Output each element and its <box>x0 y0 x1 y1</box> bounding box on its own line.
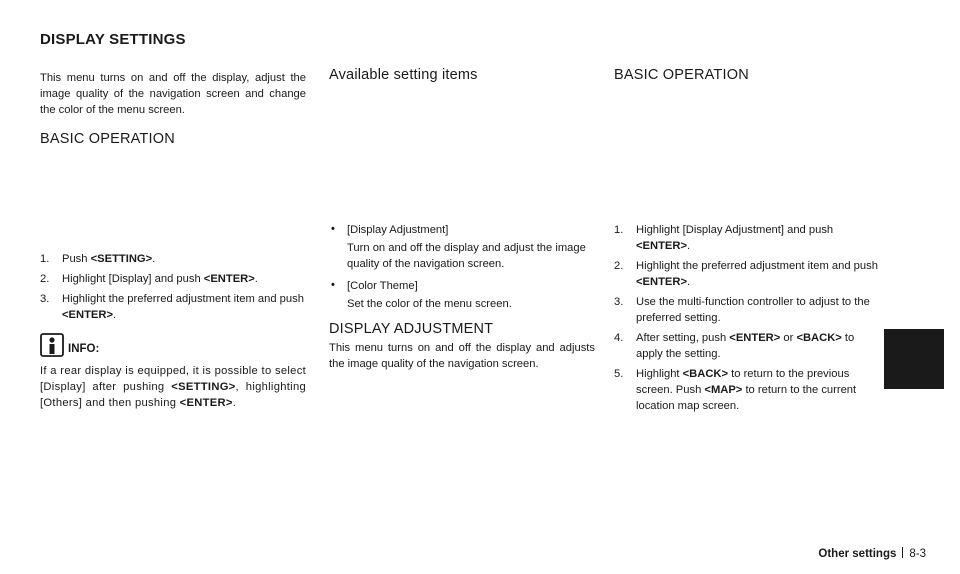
footer-section-name: Other settings <box>818 548 897 560</box>
button-tag: <ENTER> <box>62 309 113 321</box>
button-tag: <ENTER> <box>203 273 255 285</box>
setting-item <box>329 278 595 312</box>
step-text-end: to return to the current location map screen. <box>636 384 857 412</box>
page-title: DISPLAY SETTINGS <box>40 31 186 48</box>
step-text-end: . <box>686 240 691 252</box>
step-item <box>40 291 306 323</box>
info-text-part: . <box>232 397 237 409</box>
step-text-end: to apply the setting. <box>636 332 855 360</box>
step-number: 4. <box>614 332 624 344</box>
image-placeholder-space <box>40 148 306 251</box>
step-text: After setting, push <box>636 332 730 344</box>
step-text: Highlight [Display] and push <box>62 273 204 285</box>
button-tag: <ENTER> <box>636 276 687 288</box>
steps-list-2 <box>614 222 880 414</box>
step-item <box>614 294 880 326</box>
column-middle <box>329 66 595 384</box>
section-heading-basic-operation: BASIC OPERATION <box>40 131 175 147</box>
step-number: 2. <box>40 273 50 285</box>
steps-list <box>40 251 306 323</box>
button-tag: <SETTING> <box>90 253 153 265</box>
section-heading-display-adjustment: DISPLAY ADJUSTMENT <box>329 321 494 337</box>
step-text: Use the multi-function controller to adjust to the preferred setting. <box>636 296 870 324</box>
step-number: 1. <box>40 253 50 265</box>
intro-paragraph: This menu turns on and off the display, adjust the image quality of the navigation screen and change the color of the menu screen. <box>40 72 306 116</box>
button-tag: <ENTER> <box>179 397 233 409</box>
info-text-part: , highlighting [Others] and then pushing <box>40 381 306 409</box>
step-item <box>614 366 880 414</box>
button-tag: <BACK> <box>682 368 729 380</box>
setting-item <box>329 222 595 272</box>
info-text <box>40 363 306 411</box>
button-tag: <ENTER> <box>636 240 687 252</box>
step-number: 3. <box>40 293 50 305</box>
info-header <box>40 333 306 357</box>
bullet-icon: • <box>331 279 335 291</box>
step-item <box>614 222 880 254</box>
footer-divider <box>902 547 903 558</box>
step-text: Highlight <box>636 368 683 380</box>
step-item <box>614 330 880 362</box>
step-text-end: . <box>254 273 258 285</box>
column-right <box>614 66 880 418</box>
section-heading-available-items: Available setting items <box>329 67 478 83</box>
step-item <box>40 271 306 287</box>
button-tag: <ENTER> <box>729 332 781 344</box>
bullet-icon: • <box>331 223 335 235</box>
column-left <box>40 70 306 423</box>
image-placeholder-space <box>329 84 595 222</box>
step-number: 5. <box>614 368 624 380</box>
step-text: Highlight [Display Adjustment] and push <box>636 224 834 236</box>
step-text-mid: to return to the previous screen. Push <box>636 368 850 396</box>
section-heading-basic-operation-2: BASIC OPERATION <box>614 67 749 83</box>
info-text-part: If a rear display is equipped, it is possible to select [Display] after pushing <box>40 365 306 393</box>
step-item <box>40 251 306 267</box>
step-text-end: . <box>112 309 117 321</box>
step-number: 2. <box>614 260 624 272</box>
step-text-end: . <box>152 253 156 265</box>
setting-item-desc: Turn on and off the display and adjust the image quality of the navigation screen. <box>347 242 586 270</box>
info-person-icon <box>40 333 64 357</box>
button-tag: <BACK> <box>796 332 842 344</box>
step-item <box>614 258 880 290</box>
step-text: Highlight the preferred adjustment item and push <box>62 293 304 305</box>
display-adjustment-paragraph: This menu turns on and off the display and adjusts the image quality of the navigation screen. <box>329 342 595 370</box>
step-text-end: . <box>686 276 691 288</box>
step-text: Highlight the preferred adjustment item and push <box>636 260 878 272</box>
step-number: 3. <box>614 296 624 308</box>
button-tag: <MAP> <box>704 384 743 396</box>
setting-item-desc: Set the color of the menu screen. <box>347 298 512 310</box>
page-footer <box>818 547 926 560</box>
chapter-tab <box>884 329 944 389</box>
setting-item-title: [Color Theme] <box>347 280 418 292</box>
step-text: Push <box>62 253 91 265</box>
info-label: INFO: <box>68 343 100 355</box>
button-tag: <SETTING> <box>171 381 236 393</box>
image-placeholder-space <box>614 84 880 222</box>
step-text-mid: or <box>780 332 797 344</box>
setting-item-title: [Display Adjustment] <box>347 224 449 236</box>
step-number: 1. <box>614 224 624 236</box>
setting-items-list <box>329 222 595 312</box>
footer-page-number: 8-3 <box>909 548 926 560</box>
